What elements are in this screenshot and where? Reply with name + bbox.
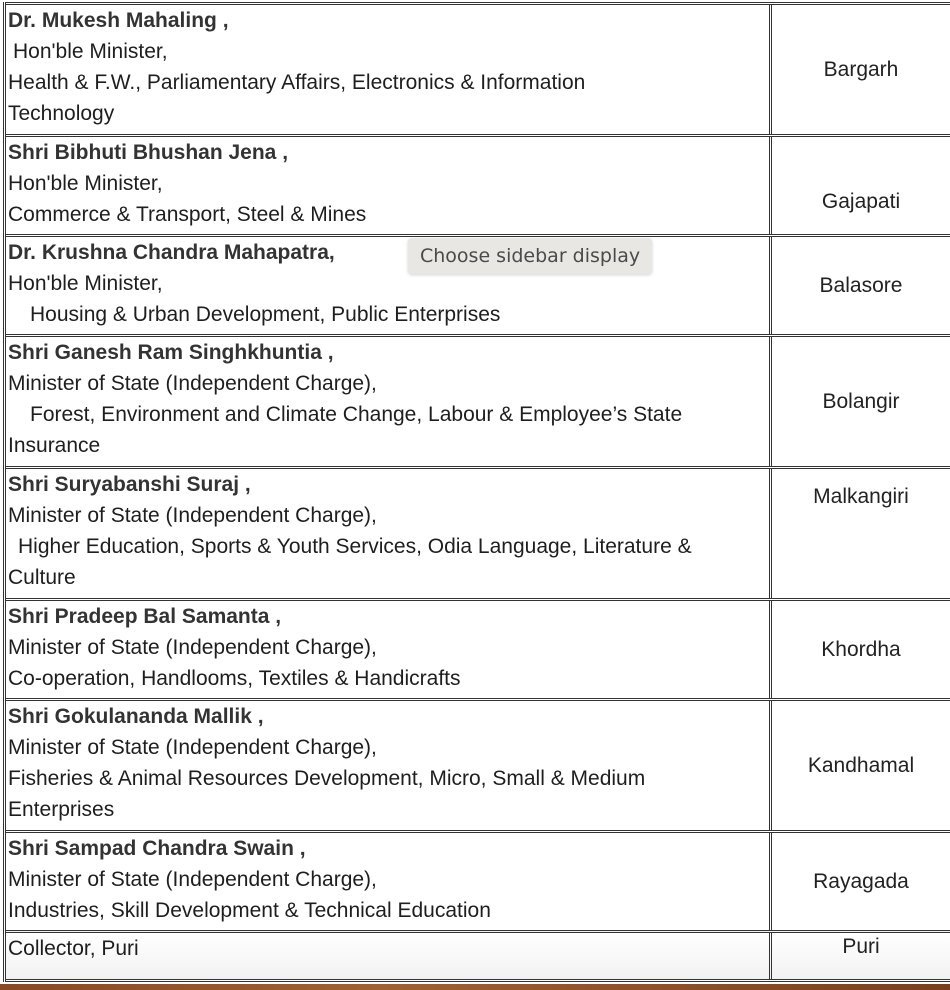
district-cell: Balasore [819, 273, 903, 297]
minister-cell [6, 701, 772, 830]
table-row [6, 830, 950, 930]
minister-name: Dr. Mukesh Mahaling , [8, 9, 229, 32]
minister-cell [6, 469, 772, 598]
district-cell: Malkangiri [813, 485, 909, 508]
official-cell [6, 933, 772, 979]
district-cell: Rayagada [813, 869, 909, 893]
minister-cell [6, 337, 772, 466]
minister-portfolio: Fisheries & Animal Resources Development, Micro, Small & Medium [8, 767, 646, 790]
minister-portfolio-cont: Enterprises [8, 798, 115, 821]
minister-name: Shri Pradeep Bal Samanta , [8, 605, 282, 628]
minister-title: Hon'ble Minister, [8, 272, 163, 295]
minister-cell [6, 137, 772, 234]
minister-portfolio-cont: Insurance [8, 434, 101, 457]
minister-title: Hon'ble Minister, [13, 40, 168, 63]
minister-portfolio: Health & F.W., Parliamentary Affairs, Electronics & Information [8, 71, 586, 94]
minister-title: Minister of State (Independent Charge), [8, 504, 377, 527]
minister-portfolio: Industries, Skill Development & Technical Education [8, 899, 491, 922]
district-cell: Khordha [821, 637, 901, 661]
district-cell: Puri [842, 935, 880, 958]
minister-cell [6, 237, 772, 334]
minister-name: Shri Suryabanshi Suraj , [8, 473, 251, 496]
minister-title: Minister of State (Independent Charge), [8, 736, 377, 759]
district-cell: Gajapati [821, 190, 901, 213]
minister-title: Hon'ble Minister, [8, 172, 163, 195]
minister-portfolio: Co-operation, Handlooms, Textiles & Handicrafts [8, 667, 461, 690]
table-row [6, 334, 950, 466]
table-row [6, 466, 950, 598]
table-row [6, 930, 950, 982]
minister-name: Shri Ganesh Ram Singhkhuntia , [8, 341, 334, 364]
background-strip [0, 984, 950, 990]
minister-portfolio: Higher Education, Sports & Youth Services, Odia Language, Literature & [18, 535, 692, 558]
district-cell: Bolangir [822, 389, 900, 413]
minister-cell [6, 5, 772, 134]
table-row [6, 2, 950, 134]
minister-district-table [3, 2, 950, 982]
table-row [6, 598, 950, 698]
minister-cell [6, 833, 772, 930]
minister-title: Minister of State (Independent Charge), [8, 636, 377, 659]
minister-portfolio: Commerce & Transport, Steel & Mines [8, 203, 367, 226]
minister-portfolio-cont: Culture [8, 566, 76, 589]
minister-title: Minister of State (Independent Charge), [8, 372, 377, 395]
minister-cell [6, 601, 772, 698]
minister-portfolio-cont: Technology [8, 102, 115, 125]
official-title: Collector, Puri [8, 937, 139, 960]
table-row [6, 698, 950, 830]
minister-name: Shri Sampad Chandra Swain , [8, 837, 306, 860]
sidebar-display-tooltip: Choose sidebar display [408, 238, 652, 274]
district-cell: Kandhamal [807, 753, 915, 777]
minister-name: Shri Gokulananda Mallik , [8, 705, 264, 728]
table-row [6, 134, 950, 234]
minister-name: Dr. Krushna Chandra Mahapatra, [8, 241, 335, 264]
minister-portfolio: Housing & Urban Development, Public Enterprises [30, 303, 501, 326]
minister-title: Minister of State (Independent Charge), [8, 868, 377, 891]
minister-portfolio: Forest, Environment and Climate Change, Labour & Employee’s State [30, 403, 683, 426]
district-cell: Bargarh [823, 57, 899, 81]
minister-name: Shri Bibhuti Bhushan Jena , [8, 141, 289, 164]
